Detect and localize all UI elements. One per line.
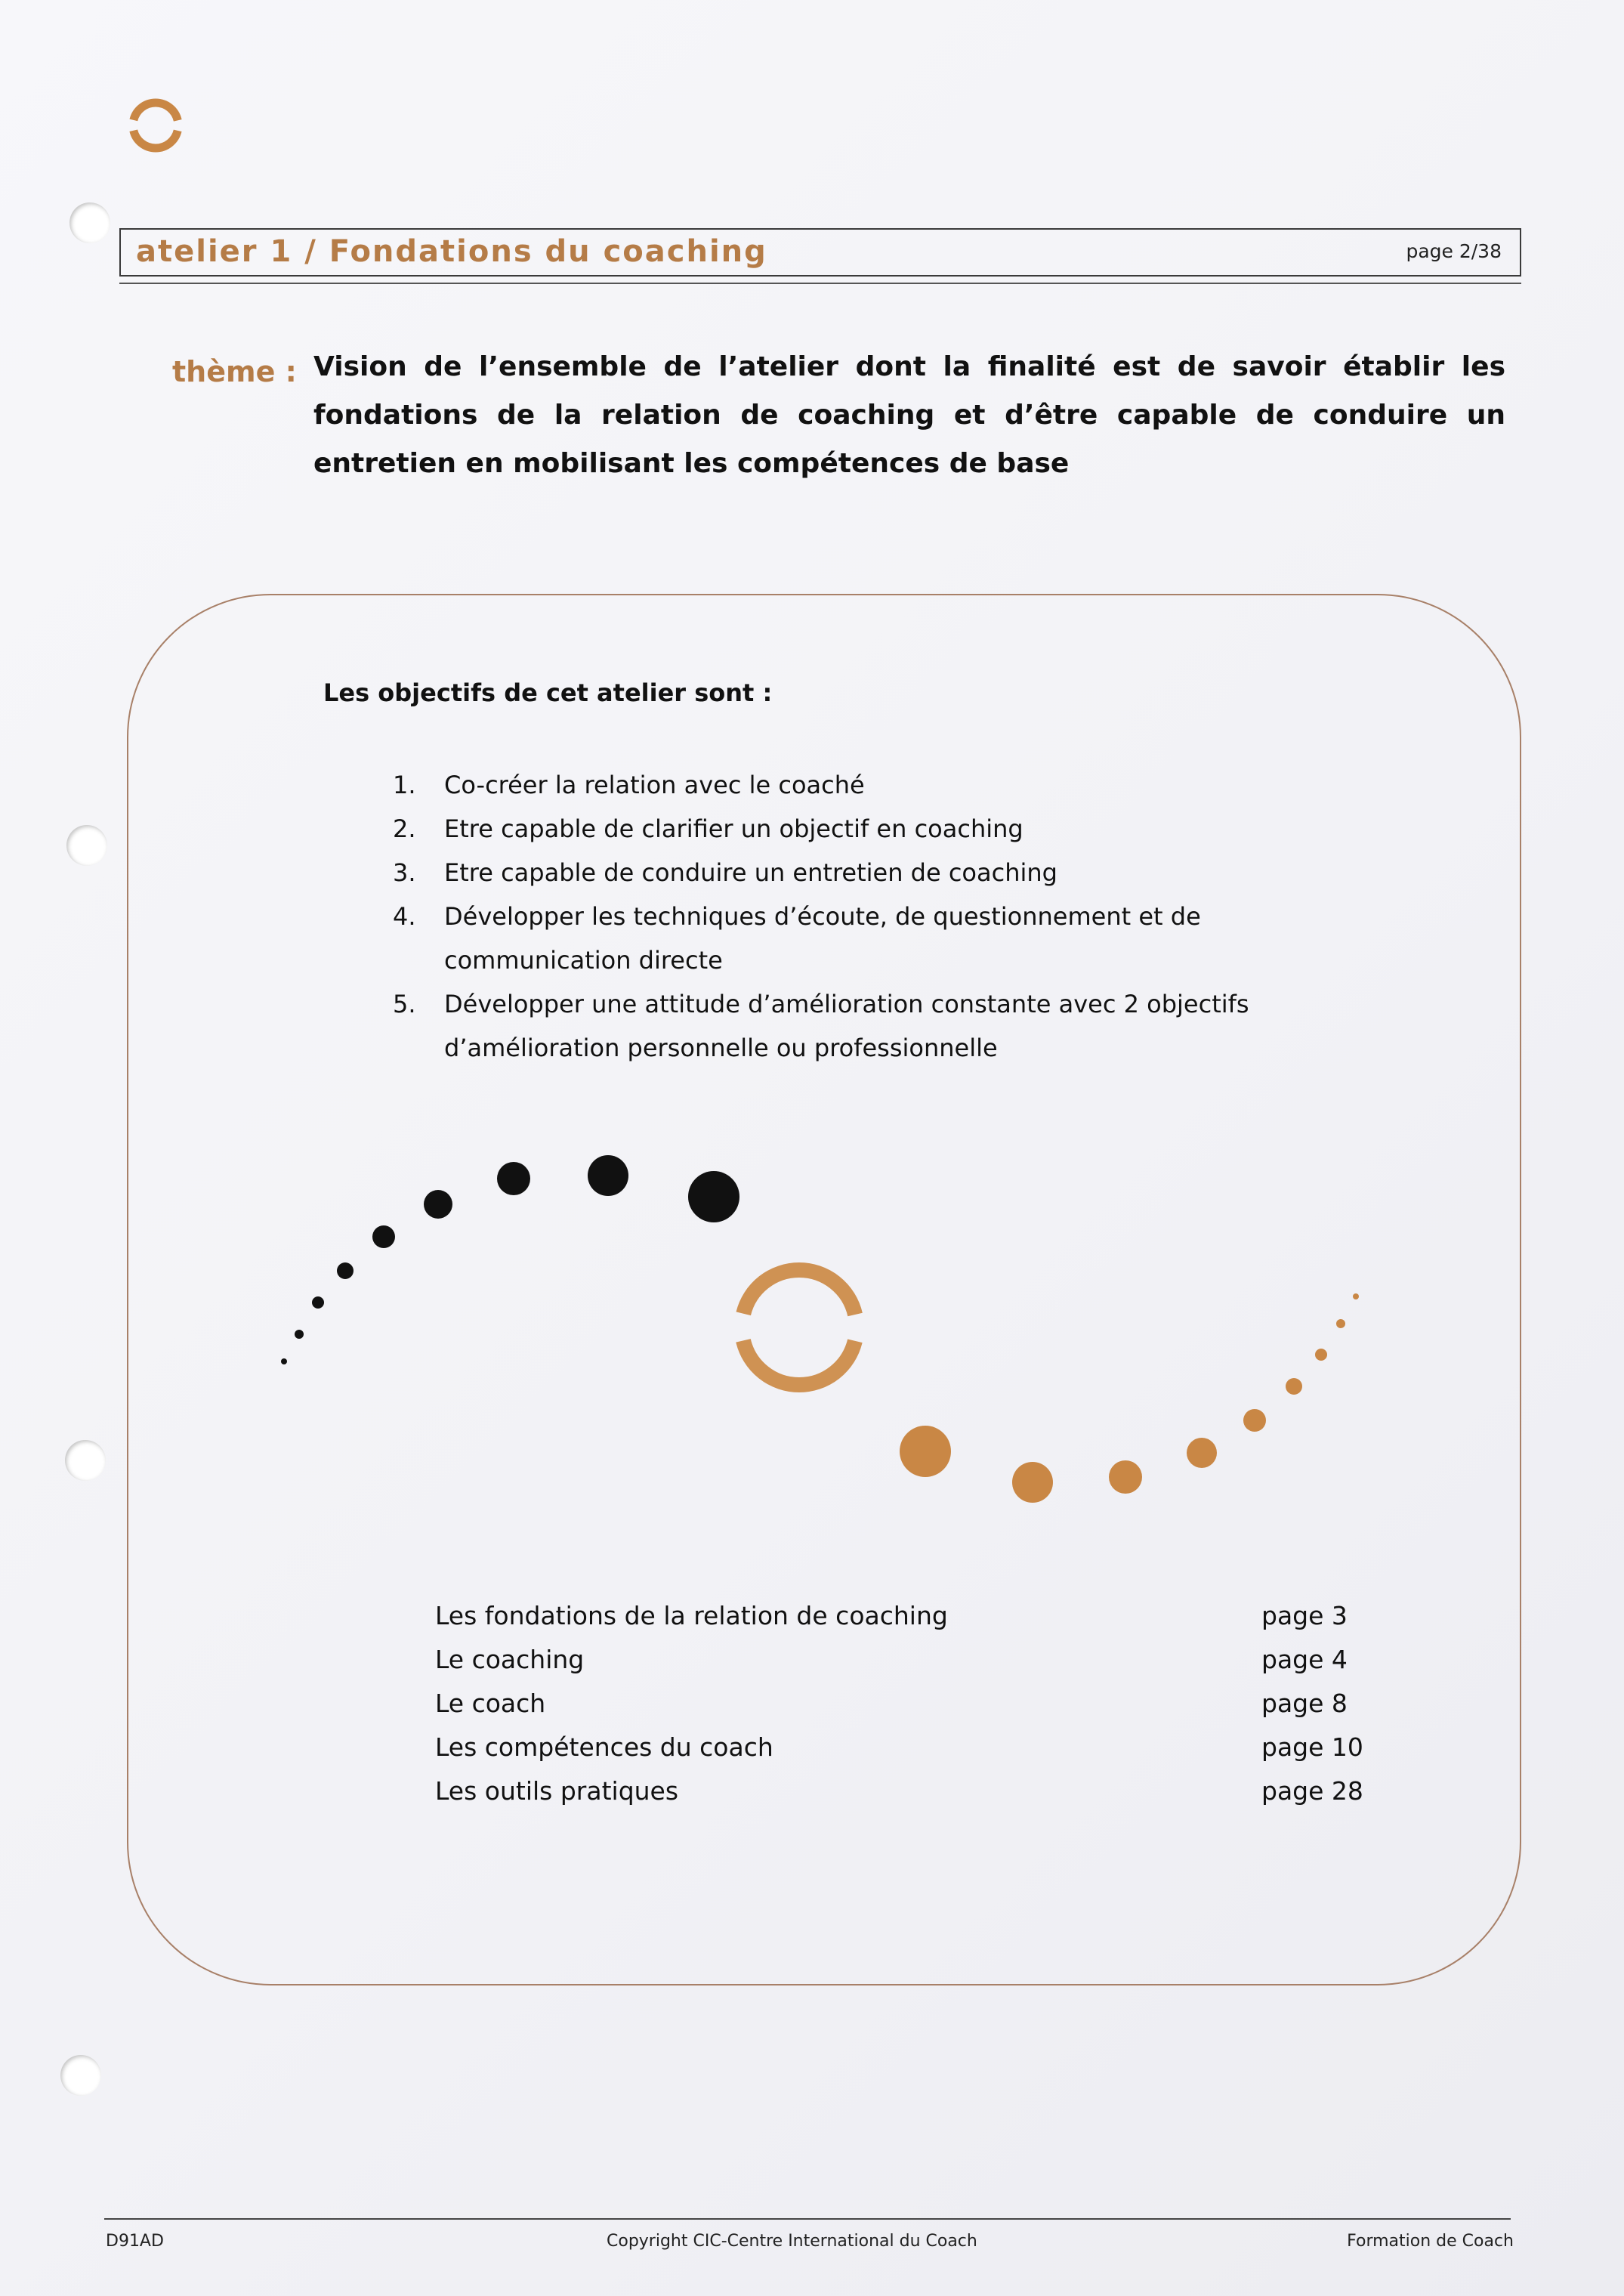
footer-course-name: Formation de Coach (1347, 2232, 1514, 2251)
copper-dot (1286, 1378, 1302, 1395)
objective-number: 2. (393, 814, 416, 843)
footer-copyright: Copyright CIC-Centre International du Coach (607, 2232, 977, 2251)
copper-dot (1336, 1319, 1345, 1328)
toc-page: page 10 (1261, 1732, 1363, 1762)
header-page-number: page 2/38 (1406, 240, 1502, 262)
toc-row (435, 1682, 1364, 1726)
copper-dot (1187, 1438, 1217, 1468)
objective-number: 3. (393, 858, 416, 887)
toc-page: page 28 (1261, 1776, 1363, 1806)
toc-row (435, 1638, 1364, 1682)
copper-dot (900, 1426, 951, 1477)
objective-text: Etre capable de conduire un entretien de coaching (444, 858, 1057, 887)
theme-text: Vision de l’ensemble de l’atelier dont la finalité est de savoir établir les fondations de la relation de coaching et d’être capable de conduire un entretien en mobilisant les compétences de base (313, 351, 1505, 479)
black-dot (588, 1155, 628, 1196)
objective-number: 5. (393, 990, 416, 1018)
logo-ring-icon (742, 1270, 857, 1385)
toc-page: page 4 (1261, 1645, 1348, 1674)
black-dot (295, 1330, 304, 1339)
toc-page: page 3 (1261, 1601, 1348, 1630)
table-of-contents (435, 1594, 1364, 1813)
toc-row (435, 1726, 1364, 1769)
objective-number: 1. (393, 771, 416, 799)
black-dot (281, 1358, 287, 1364)
toc-title: Les compétences du coach (435, 1732, 773, 1762)
objective-number: 4. (393, 902, 416, 931)
copper-dot (1315, 1349, 1327, 1361)
copper-dot (1109, 1460, 1142, 1494)
theme-label: thème : (172, 355, 297, 388)
footer-rule (104, 2218, 1511, 2220)
toc-title: Le coaching (435, 1645, 585, 1674)
copper-dot (1012, 1462, 1053, 1503)
copper-dot (1353, 1293, 1359, 1299)
toc-row (435, 1594, 1364, 1638)
objective-text: Co-créer la relation avec le coaché (444, 771, 865, 799)
black-dot (497, 1162, 530, 1195)
objective-text: Développer les techniques d’écoute, de questionnement et de communication directe (444, 902, 1201, 975)
toc-title: Les fondations de la relation de coaching (435, 1601, 948, 1630)
header-title: atelier 1 / Fondations du coaching (136, 234, 767, 269)
objectives-title: Les objectifs de cet atelier sont : (323, 678, 773, 707)
toc-page: page 8 (1261, 1689, 1348, 1718)
toc-row (435, 1769, 1364, 1813)
black-dot (688, 1171, 739, 1222)
black-dot (424, 1190, 452, 1219)
footer-document-code: D91AD (106, 2232, 164, 2251)
black-dot (337, 1262, 354, 1279)
black-dot (372, 1225, 395, 1248)
copper-dot (1243, 1409, 1266, 1432)
toc-title: Le coach (435, 1689, 546, 1718)
objective-text: Développer une attitude d’amélioration constante avec 2 objectifs d’amélioration personnelle ou professionnelle (444, 990, 1249, 1062)
toc-title: Les outils pratiques (435, 1776, 679, 1806)
objective-text: Etre capable de clarifier un objectif en coaching (444, 814, 1023, 843)
black-dot (312, 1296, 324, 1309)
